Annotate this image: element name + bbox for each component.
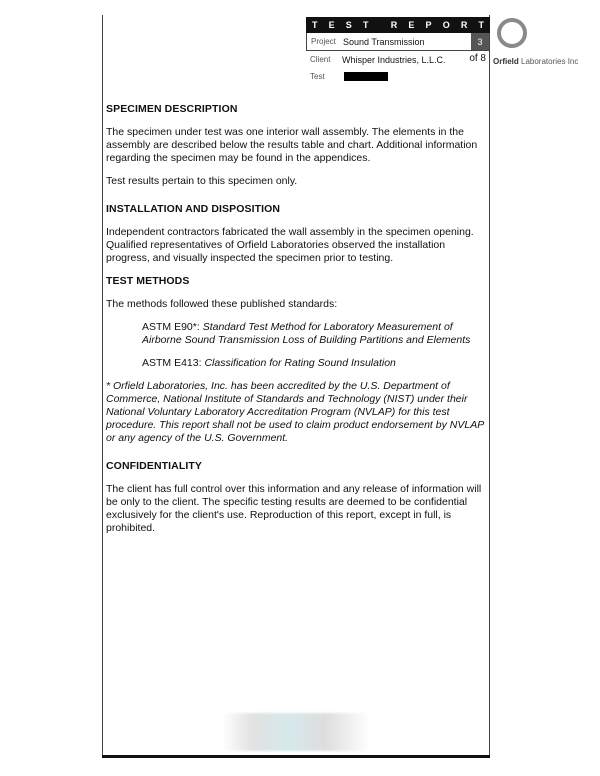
- client-row: [306, 51, 490, 68]
- specimen-heading: SPECIMEN DESCRIPTION: [106, 103, 238, 115]
- project-value: Sound Transmission: [343, 36, 425, 47]
- client-label: Client: [310, 55, 331, 64]
- obscured-footer: [222, 713, 370, 751]
- client-value: Whisper Industries, L.L.C.: [342, 54, 446, 65]
- title-letter: T: [312, 20, 318, 30]
- standard-e90: [106, 321, 486, 347]
- standard-e90-title: Standard Test Method for Laboratory Measurement of Airborne Sound Transmission Loss of Building Partitions and Elements: [142, 321, 471, 346]
- standard-e413-title: Classification for Rating Sound Insulation: [204, 357, 396, 369]
- title-letter: R: [460, 20, 468, 30]
- confidentiality-heading: CONFIDENTIALITY: [106, 460, 202, 472]
- report-body: [106, 103, 486, 545]
- methods-heading: TEST METHODS: [106, 275, 190, 287]
- title-letter: E: [408, 20, 415, 30]
- installation-heading: INSTALLATION AND DISPOSITION: [106, 203, 281, 215]
- title-letter: R: [390, 20, 398, 30]
- page-number: 3: [471, 33, 489, 50]
- redacted-test-value: [344, 72, 388, 81]
- title-letter: O: [442, 20, 450, 30]
- title-letter: S: [345, 20, 352, 30]
- report-title-bar: [306, 17, 490, 33]
- accreditation-note-text: * Orfield Laboratories, Inc. has been accredited by the U.S. Department of Commerce, National Institute of Standards and Technology (NIST) under their National Voluntary Laboratory Accreditation Program (NVLAP) for this test procedure. This report shall not be used to claim product endorsement by NVLAP or any agency of the U.S. Government.: [106, 380, 484, 444]
- standard-e90-code: ASTM E90*:: [142, 321, 203, 333]
- confidentiality-paragraph: The client has full control over this information and any release of information will be only to the client. The specific testing results are deemed to be confidential exclusively for the client's use. Reproduction of this report, except in full, is prohibited.: [106, 483, 482, 534]
- title-letter: E: [328, 20, 335, 30]
- standard-e413-code: ASTM E413:: [142, 357, 205, 369]
- methods-intro: The methods followed these published standards:: [106, 298, 338, 310]
- project-label: Project: [311, 37, 336, 46]
- title-letter: T: [478, 20, 484, 30]
- specimen-paragraph-1: The specimen under test was one interior wall assembly. The elements in the assembly are described below the results table and chart. Additional information regarding the specimen may be found in the appendices.: [106, 126, 478, 164]
- logo-ring-icon: [497, 18, 527, 48]
- standard-e413: [106, 357, 486, 370]
- test-row: [306, 68, 490, 85]
- title-letter: P: [425, 20, 432, 30]
- page-total: of 8: [469, 53, 486, 64]
- specimen-paragraph-2: Test results pertain to this specimen only.: [106, 175, 298, 187]
- report-header: [306, 17, 490, 85]
- logo-brand-bold: Orfield: [493, 57, 519, 66]
- title-letter: T: [362, 20, 369, 30]
- project-row: [306, 33, 490, 51]
- logo-brand-rest: Laboratories Inc: [518, 57, 579, 66]
- installation-paragraph: Independent contractors fabricated the wall assembly in the specimen opening. Qualified representatives of Orfield Laboratories observed the installation progress, and visually inspected the specimen prior to testing.: [106, 226, 474, 264]
- test-label: Test: [310, 72, 325, 81]
- page-bottom-rule: [102, 755, 490, 758]
- logo-wordmark: [493, 57, 578, 66]
- accreditation-note: [106, 380, 486, 445]
